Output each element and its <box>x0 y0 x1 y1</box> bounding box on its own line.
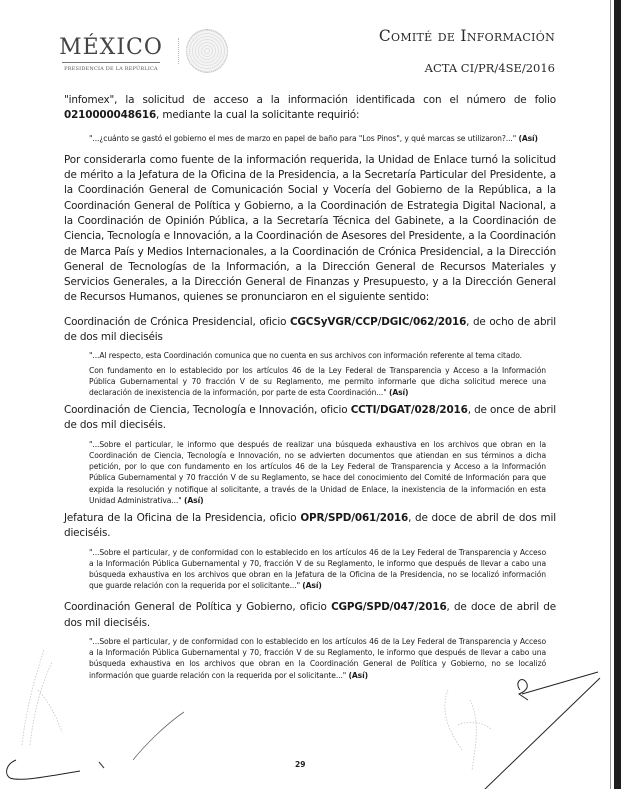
quote-text: Con fundamento en lo establecido por los artículos 46 de la Ley Federal de Transparencia y Acceso a la Información Pública Gubernamental y 70 fracción V de su Reglamento, me permito informarle que dicha solicitud merece una declaración de inexistencia de la información, por parte de esta Coordinación..." <box>89 365 546 397</box>
scan-border <box>614 0 621 789</box>
response-unit: Coordinación de Ciencia, Tecnología e Innovación, oficio <box>64 404 351 417</box>
request-quote <box>89 133 546 144</box>
logo-rule <box>62 62 160 63</box>
turn-paragraph: Por considerarla como fuente de la información requerida, la Unidad de Enlace turnó la solicitud de mérito a la Jefatura de la Oficina de la Presidencia, a la Secretaría Particular del Presidente, a la Coordinación General de Comunicación Social y Vocería del Gobierno de la República, a la Coordinación General de Política y Gobierno, a la Coordinación de Estrategia Digital Nacional, a la Coordinación de Opinión Pública, a la Secretaría Técnica del Gabinete, a la Coordinación de Ciencia, Tecnología e Innovación, a la Coordinación de Asesores del Presidente, a la Coordinación de Marca País y Medios Internacionales, a la Coordinación de Crónica Presidencial, a la Dirección General de Tecnologías de la Información, a la Dirección General de Recursos Materiales y Servicios Generales, a la Dirección General de Finanzas y Presupuesto, y a la Dirección General de Recursos Humanos, quienes se pronunciaron en el siguiente sentido: <box>64 153 556 304</box>
logo-word: MÉXICO <box>59 35 163 60</box>
response-quote <box>89 365 546 399</box>
response-date: , de once de abril de dos mil dieciséis. <box>64 404 556 432</box>
logo-subtitle: PRESIDENCIA DE LA REPÚBLICA <box>64 66 158 72</box>
folio-number: 0210000048616 <box>64 109 157 122</box>
intro-text: "infomex", la solicitud de acceso a la información identificada con el número de folio <box>64 94 556 106</box>
signature-left <box>7 760 80 779</box>
committee-title: Comité de Información <box>378 27 555 45</box>
oficio-number: CGCSyVGR/CCP/DGIC/062/2016 <box>289 315 467 328</box>
response-heading <box>64 315 556 346</box>
acta-number: ACTA CI/PR/4SE/2016 <box>424 61 555 75</box>
asi-marker: (Así) <box>388 387 409 397</box>
asi-marker: (Así) <box>518 133 538 143</box>
intro-text-end: , mediante la cual la solicitante requirió: <box>156 109 360 122</box>
mexico-logo <box>56 36 166 72</box>
asi-marker: (Así) <box>302 581 322 591</box>
signature-tick <box>99 762 104 768</box>
response-unit: Coordinación General de Política y Gobierno, oficio <box>64 601 332 614</box>
response-quote <box>89 636 546 681</box>
response-unit: Coordinación de Crónica Presidencial, oficio <box>64 315 290 328</box>
document-body <box>64 93 556 681</box>
response-heading <box>64 403 556 434</box>
response-heading <box>64 600 556 631</box>
national-seal-icon <box>186 29 228 73</box>
response-date: , de doce de abril de dos mil dieciséis. <box>64 601 556 629</box>
asi-marker: (Así) <box>184 495 204 505</box>
signature-right-line <box>484 678 600 789</box>
seal-divider <box>178 38 179 64</box>
quote-text: "...¿cuánto se gastó el gobierno el mes de marzo en papel de baño para "Los Pinos", y qué marcas se utilizaron?..." <box>89 133 519 143</box>
quote-text: "...Sobre el particular, y de conformidad con lo establecido en los artículos 46 de la Ley Federal de Transparencia y Acceso a la Información Pública Gubernamental y 70, fracción V de su Reglamento, le informo que después de llevar a cabo una búsqueda exhaustiva en los archivos que obran en la Coordinación General de Política y Gobierno, no se localizó información que guarde relación con la requerida por el solicitante..." <box>89 636 546 680</box>
oficio-number: CCTI/DGAT/028/2016 <box>350 404 468 417</box>
asi-marker: (Así) <box>348 670 368 680</box>
quote-text: "...Sobre el particular, le informo que después de realizar una búsqueda exhaustiva en los archivos que obran en la Coordinación de Ciencia, Tecnología e Innovación, no se advierten documentos que atiendan en sus términos a dicha petición, por lo que con fundamento en los artículos 46 de la Ley Federal de Transparencia y Acceso a la Información Pública Gubernamental y 70 fracción V de su Reglamento, se hace del conocimiento del Comité de Información para que expida la resolución y notifique al solicitante, a través de la Unidad de Enlace, la inexistencia de la información en esta Unidad Administrativa..." <box>89 439 546 505</box>
response-unit: Jefatura de la Oficina de la Presidencia, oficio <box>64 511 301 524</box>
page-number: 29 <box>295 760 306 769</box>
response-date: , de doce de abril de dos mil dieciséis. <box>64 511 556 540</box>
response-date: , de ocho de abril de dos mil dieciséis <box>64 315 557 344</box>
signature-arc <box>133 712 184 760</box>
oficio-number: OPR/SPD/061/2016 <box>300 511 409 524</box>
signature-right-faint <box>445 690 492 770</box>
signature-left-faint <box>22 650 62 745</box>
intro-paragraph <box>64 93 556 124</box>
response-quote <box>89 547 546 592</box>
quote-text: "...Sobre el particular, y de conformidad con lo establecido en los artículos 46 de la Ley Federal de Transparencia y Acceso a la Información Pública Gubernamental y 70, fracción V de su Reglamento, le informo que después de llevar a cabo una búsqueda exhaustiva en los archivos que obran en la Jefatura de la Oficina de la Presidencia, no se localizó información que guarde relación con la requerida por el solicitante..." <box>89 547 546 591</box>
response-heading <box>64 511 556 542</box>
page-edge-line <box>610 0 611 789</box>
response-quote: "...Al respecto, esta Coordinación comunica que no cuenta en sus archivos con información referente al tema citado. <box>89 351 522 361</box>
oficio-number: CGPG/SPD/047/2016 <box>331 601 447 614</box>
response-quote <box>89 439 546 506</box>
